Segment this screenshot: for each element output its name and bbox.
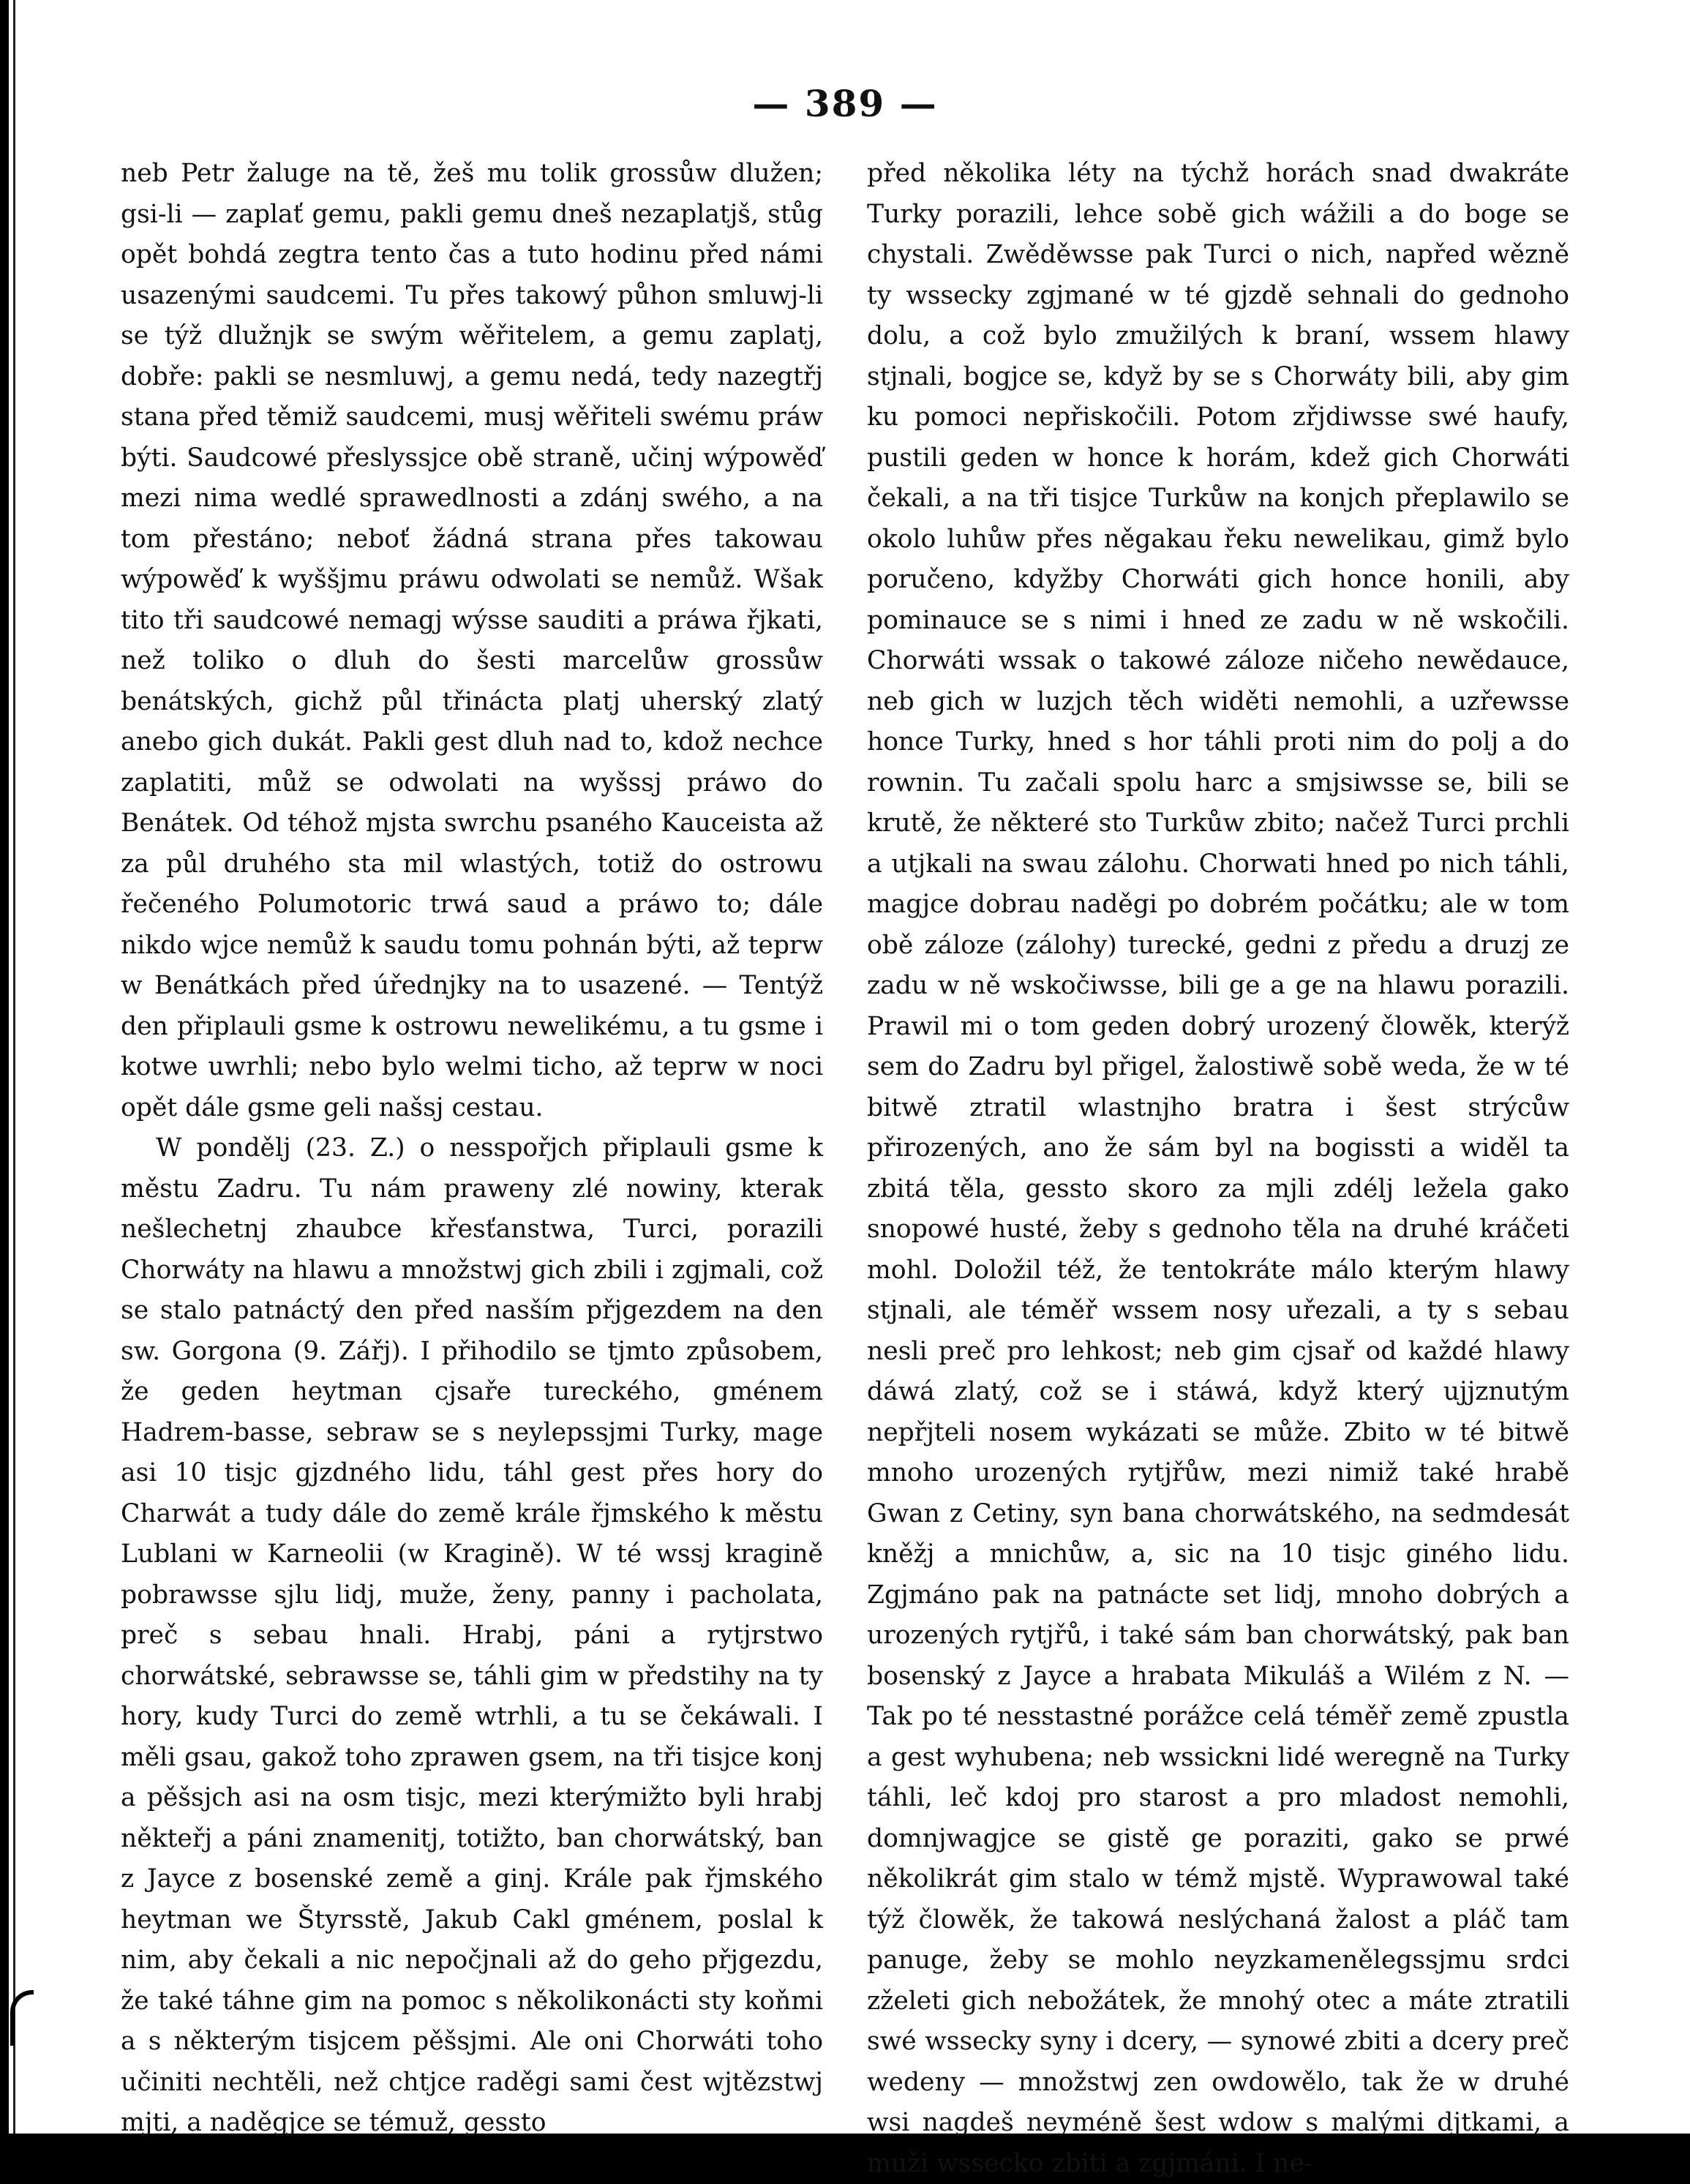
right-paragraph-1: před několika léty na týchž horách snad dwakráte Turky porazili, lehce sobě gich wážili a do boge se chystali. Zwěděwsse pak Turci o nich, napřed wězně ty wssecky zgjmané w té gjzdě sehnali do gednoho dolu, a což bylo zmužilých k braní, wssem hlawy stjnali, bogjce se, když by se s Chorwáty bili, aby gim ku pomoci nepřiskočili. Potom zřjdiwsse swé haufy, pustili geden w honce k horám, kdež gich Chorwáti čekali, a na tři tisjce Turkůw na konjch přeplawilo se okolo luhůw přes něgakau řeku newelikau, gimž bylo poručeno, kdyžby Chorwáti gich honce honili, aby pominauce se s nimi i hned ze zadu w ně wskočili. Chorwáti wssak o takowé záloze ničeho newědauce, neb gich w luzjch těch widěti nemohli, a uzřewsse honce Turky, hned s hor táhli proti nim do polj a do rownin. Tu začali spolu harc a smjsiwsse se, bili se krutě, že některé sto Turkůw zbito; načež Turci prchli a utjkali na swau zálohu. Chorwati hned po nich táhli, magjce dobrau naděgi po dobrém počátku; ale w tom obě záloze (zálohy) turecké, gedni z předu a druzj ze zadu w ně wskočiwsse, bili ge a ge na hlawu porazili. Prawil mi o tom geden dobrý urozený člowěk, kterýž sem do Zadru byl přigel, žalostiwě sobě weda, že w té bitwě ztratil wlastnjho bratra i šest strýcůw přirozených, ano že sám byl na bogissti a widěl ta zbitá těla, gessto skoro za mjli zdélj ležela gako snopowé husté, žeby s gednoho těla na druhé kráčeti mohl. Doložil též, že tentokráte málo kterým hlawy stjnali, ale téměř wssem nosy uřezali, a ty s sebau nesli preč pro lehkost; neb gim cjsař od každé hlawy dáwá zlatý, což se i stáwá, když který ujjznutým nepřjteli nosem wykázati se může. Zbito w té bitwě mnoho urozených rytjřůw, mezi nimiž také hrabě Gwan z Cetiny, syn bana chorwátského, na sedmdesát kněžj a mnichůw, a, sic na 10 tisjc giného lidu. Zgjmáno pak na patnácte set lidj, mnoho dobrých a urozených rytjřů, i také sám ban chorwátský, pak ban bosenský z Jayce a hrabata Mikuláš a Wilém z N. — Tak po té nesstastné porážce celá téměř země zpustla a gest wyhubena; neb wssickni lidé weregně na Turky táhli, leč kdoj pro starost a pro mladost nemohli, domnjwagjce se gistě ge poraziti, gako se prwé několikrát gim stalo w témž mjstě. Wyprawowal také týž člowěk, že takowá neslýchaná žalost a pláč tam panuge, žeby se mohlo neyzkamenělegssjmu srdci zželeti gich nebožátek, že mnohý otec a máte ztratili swé wssecky syny i dcery, — synowé zbiti a dcery preč wedeny — množstwj zen owdowělo, tak že w druhé wsi nagdeš neyméně šest wdow s malými djtkami, a muži wssecko zbiti a zgjmáni. I ne- (867, 159, 1569, 2178)
page-edge-shadow (0, 0, 9, 2134)
left-column (121, 154, 823, 2144)
ink-mark (10, 1990, 34, 2046)
left-paragraph-2: W pondělj (23. Z.) o nesspořjch připlauli gsme k městu Zadru. Tu nám praweny zlé nowiny, kterak nešlechetnj zhaubce křesťanstwa, Turci, porazili Chorwáty na hlawu a množstwj gich zbili i zgjmali, což se stalo patnáctý den před nasším přjgezdem na den sw. Gorgona (9. Zářj). I přihodilo se tjmto způsobem, že geden heytman cjsaře tureckého, gménem Hadrem-basse, sebraw se s neylepssjmi Turky, mage asi 10 tisjc gjzdného lidu, táhl gest přes hory do Charwát a tudy dále do země krále řjmského k městu Lublani w Karneolii (w Kragině). W té wssj kragině pobrawsse sjlu lidj, muže, ženy, panny i pacholata, preč s sebau hnali. Hrabj, páni a rytjrstwo chorwátské, sebrawsse se, táhli gim w předstihy na ty hory, kudy Turci do země wtrhli, a tu se čekáwali. I měli gsau, gakož toho zprawen gsem, na tři tisjce konj a pěšsjch asi na osm tisjc, mezi kterýmižto byli hrabj někteřj a páni znamenitj, totižto, ban chorwátský, ban z Jayce z bosenské země a ginj. Krále pak řjmského heytman we Štyrsstě, Jakub Cakl gménem, poslal k nim, aby čekali a nic nepočjnali až do geho přjgezdu, že také táhne gim na pomoc s několikonácti sty koňmi a s některým tisjcem pěšsjmi. Ale oni Chorwáti toho učiniti nechtěli, než chtjce raděgi sami čest wjtězstwj mjti, a naděgjce se témuž, gessto (121, 1133, 823, 2137)
right-column (867, 154, 1569, 2184)
left-paragraph-1: neb Petr žaluge na tě, žeš mu tolik grossůw dlužen; gsi-li — zaplať gemu, pakli gemu dneš nezaplatjš, stůg opět bohdá zegtra tento čas a tuto hodinu před námi usazenými saudcemi. Tu přes takowý půhon smluwj-li se týž dlužnjk se swým wěřitelem, a gemu zaplatj, dobře: pakli se nesmluwj, a gemu nedá, tedy nazegtřj stana před těmiž saudcemi, musj wěřiteli swému práw býti. Saudcowé přeslyssjce obě straně, učinj wýpowěď mezi nima wedlé sprawedlnosti a zdánj swého, a na tom přestáno; neboť žádná strana přes takowau wýpowěď k wyššjmu práwu odwolati se nemůž. Wšak tito tři saudcowé nemagj wýsse sauditi a práwa řjkati, než toliko o dluh do šesti marcelůw grossůw benátských, gichž půl třinácta platj uherský zlatý anebo gich dukát. Pakli gest dluh nad to, kdož nechce zaplatiti, můž se odwolati na wyšssj práwo do Benátek. Od téhož mjsta swrchu psaného Kauceista až za půl druhého sta mil wlastých, totiž do ostrowu řečeného Polumotoric trwá saud a práwo to; dále nikdo wjce nemůž k saudu tomu pohnán býti, až teprw w Benátkách před úřednjky na to usazené. — Tentýž den připlauli gsme k ostrowu newelikému, a tu gsme i kotwe uwrhli; nebo bylo welmi ticho, až teprw w noci opět dále gsme geli našsj cestau. (121, 159, 823, 1122)
page-number: — 389 — (752, 82, 938, 125)
page-edge-line (13, 0, 15, 2134)
